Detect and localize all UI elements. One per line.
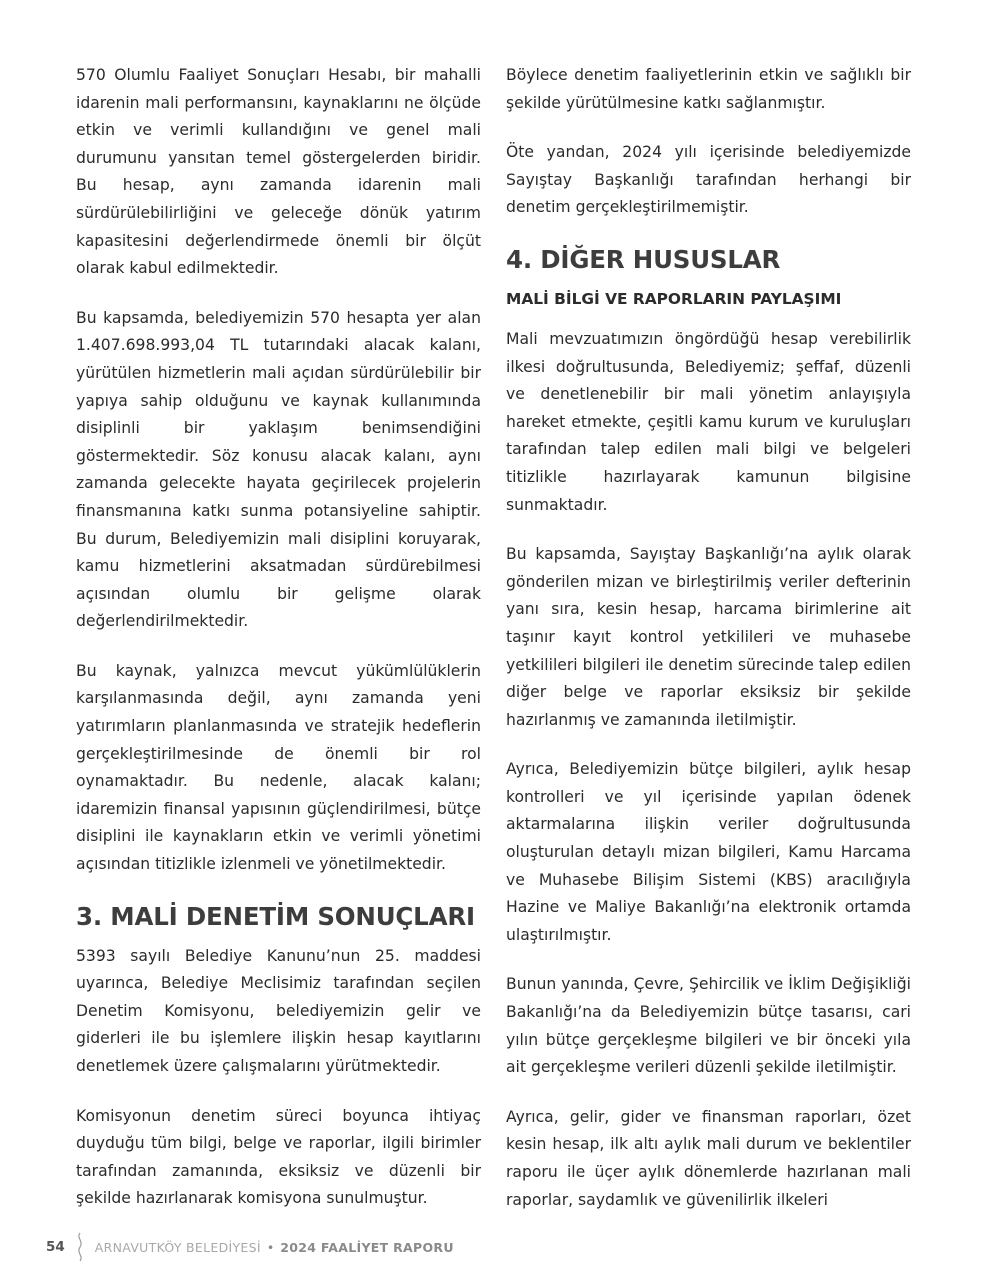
right-column <box>506 62 911 1236</box>
paragraph-audit-commission: 5393 sayılı Belediye Kanunu’nun 25. maddesi uyarınca, Belediye Meclisimiz tarafından seçilen Denetim Komisyonu, belediyemizin gelir ve giderleri ile bu işlemlere ilişkin hesap kayıtlarını denetlemek üzere çalışmalarını yürütmektedir. <box>76 946 481 1075</box>
paragraph-accountability: Mali mevzuatımızın öngördüğü hesap verebilirlik ilkesi doğrultusunda, Belediyemiz; şeffaf, düzenli ve denetlenebilir bir mali yönetim anlayışıyla hareket etmekte, çeşitli kamu kurum ve kuruluşları tarafından talep edilen mali bilgi ve belgeleri titizlikle hazırlayarak kamunun bilgisine sunmaktadır. <box>506 329 911 514</box>
section-heading-other-matters: 4. DİĞER HUSUSLAR <box>506 244 781 274</box>
paragraph-commission-process: Komisyonun denetim süreci boyunca ihtiyaç duyduğu tüm bilgi, belge ve raporlar, ilgili birimler tarafından zamanında, eksiksiz ve düzenli bir şekilde hazırlanarak komisyona sunulmuştur. <box>76 1106 481 1208</box>
footer-report-title: 2024 FAALİYET RAPORU <box>280 1239 454 1255</box>
footer-separator: • <box>266 1239 275 1255</box>
subheading-financial-info-sharing: MALİ BİLGİ VE RAPORLARIN PAYLAŞIMI <box>506 289 842 308</box>
paragraph-resource-role: Bu kaynak, yalnızca mevcut yükümlülüklerin karşılanmasında değil, aynı zamanda yeni yatırımların planlanmasında ve stratejik hedeflerin gerçekleştirilmesinde de önemli bir rol oynamaktadır. Bu nedenle, alacak kalanı; idaremizin finansal yapısının güçlendirilmesi, bütçe disiplini ile kaynakların etkin ve verimli yönetimi açısından titizlikle izlenmeli ve yönetilmektedir. <box>76 661 481 874</box>
paragraph-ministry-reports: Bunun yanında, Çevre, Şehircilik ve İklim Değişikliği Bakanlığı’na da Belediyemizin bütçe tasarısı, cari yılın bütçe gerçekleşme bilgileri ve bir önceki yıla ait gerçekleşme verileri düzenli şekilde iletilmiştir. <box>506 975 911 1077</box>
paragraph-audit-contribution: Böylece denetim faaliyetlerinin etkin ve sağlıklı bir şekilde yürütülmesine katkı sağlanmıştır. <box>506 66 911 112</box>
paragraph-financial-reports: Ayrıca, gelir, gider ve finansman raporları, özet kesin hesap, ilk altı aylık mali durum ve beklentiler raporu ile üçer aylık dönemlerde hazırlanan mali raporlar, saydamlık ve güvenilirlik ilkeleri <box>506 1107 911 1209</box>
page-footer <box>46 1230 454 1264</box>
paragraph-monthly-reports: Bu kapsamda, Sayıştay Başkanlığı’na aylık olarak gönderilen mizan ve birleştirilmiş veriler defterinin yanı sıra, kesin hesap, harcama birimlerine ait taşınır kayıt kontrol yetkilileri ve muhasebe yetkilileri bilgileri ile denetim sürecinde talep edilen diğer belge ve raporlar eksiksiz bir şekilde hazırlanmış ve zamanında iletilmiştir. <box>506 545 911 729</box>
footer-organization: ARNAVUTKÖY BELEDİYESİ <box>94 1239 261 1255</box>
paragraph-budget-info: Ayrıca, Belediyemizin bütçe bilgileri, aylık hesap kontrolleri ve yıl içerisinde yapılan ödenek aktarmalarına ilişkin veriler doğrultusunda oluşturulan detaylı mizan bilgileri, Kamu Harcama ve Muhasebe Bilişim Sistemi (KBS) aracılığıyla Hazine ve Maliye Bakanlığı’na elektronik ortamda ulaştırılmıştır. <box>506 760 911 944</box>
paragraph-court-of-accounts: Öte yandan, 2024 yılı içerisinde belediyemizde Sayıştay Başkanlığı tarafından herhangi bir denetim gerçekleştirilmemiştir. <box>506 143 911 217</box>
section-heading-audit-results: 3. MALİ DENETİM SONUÇLARI <box>76 901 475 931</box>
left-column <box>76 62 481 1235</box>
paragraph-receivable-balance: Bu kapsamda, belediyemizin 570 hesapta yer alan 1.407.698.993,04 TL tutarındaki alacak kalanı, yürütülen hizmetlerin mali açıdan sürdürülebilir bir yapıya sahip olduğunu ve kaynak kullanımında disiplinli bir yaklaşım benimsendiğini göstermektedir. Söz konusu alacak kalanı, aynı zamanda gelecekte hayata geçirilecek projelerin finansmanına katkı sunma potansiyeline sahiptir. Bu durum, Belediyemizin mali disiplini koruyarak, kamu hizmetlerini aksatmadan sürdürebilmesi açısından olumlu bir gelişme olarak değerlendirilmektedir. <box>76 308 481 631</box>
page-number: 54 <box>46 1239 65 1255</box>
footer-divider-icon <box>73 1232 87 1262</box>
paragraph-570-account: 570 Olumlu Faaliyet Sonuçları Hesabı, bir mahalli idarenin mali performansını, kaynaklarını ne ölçüde etkin ve verimli kullandığını ve genel mali durumunu yansıtan temel göstergelerden biridir. Bu hesap, aynı zamanda idarenin mali sürdürülebilirliğini ve geleceğe dönük yatırım kapasitesini değerlendirmede önemli bir ölçüt olarak kabul edilmektedir. <box>76 66 481 278</box>
